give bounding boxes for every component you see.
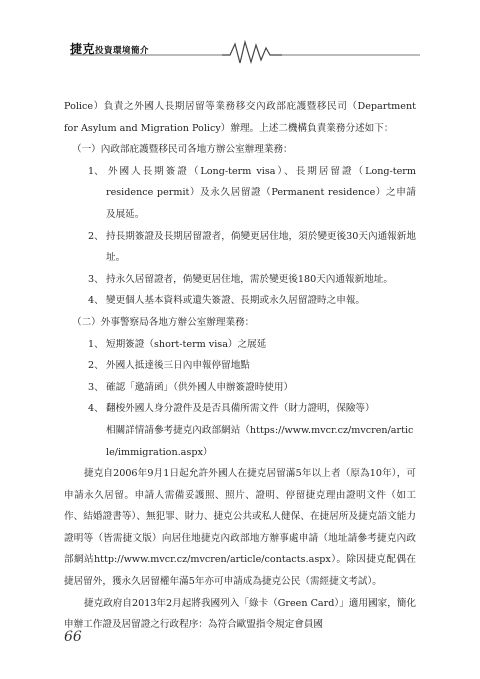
section-1-item-3 — [64, 269, 416, 291]
section-1-item-1 — [64, 161, 416, 226]
item-number: 2、 — [88, 230, 104, 242]
item-text: 變更個人基本資料或遺失簽證、長期或永久居留證時之申報。 — [106, 295, 366, 307]
section-2-heading: （二）外事警察局各地方辦公室辦理業務： — [72, 316, 255, 328]
section-2-item-1 — [64, 334, 416, 356]
page-body — [64, 96, 416, 636]
item-number: 3、 — [88, 273, 104, 285]
item-number: 2、 — [88, 360, 104, 372]
section-1-heading: （一）內政部庇護暨移民司各地方辦公室辦理業務： — [72, 144, 293, 156]
header-title — [70, 40, 149, 57]
section-2-item-3 — [64, 377, 416, 399]
running-header — [70, 36, 420, 66]
permanent-residence-paragraph: 捷克自2006年9月1日起允許外國人在捷克居留滿5年以上者（原為10年），可申請永久居留。申請人需備妥護照、照片、證明、停留捷克理由證明文件（如工作、結婚證書等）、無犯罪、財力、捷克公共或私人健保、在捷居所及捷克語文能力證明等（皆需捷文版）向居住地捷克內政部地方辦事處申請（地址請參考捷克內政部網站http://www.mvcr.cz/mvcren/article/contacts.aspx）。除因捷克配偶在捷居留外，獲永久居留權年滿5年亦可申請成為捷克公民（需經捷文考試）。 — [64, 468, 416, 588]
item-number: 4、 — [88, 403, 104, 415]
item-number: 3、 — [88, 381, 104, 393]
item-text: 持永久居留證者，倘變更居住地，需於變更後180天內通報新地址。 — [106, 273, 393, 285]
green-card-paragraph: 捷克政府自2013年2月起將我國列入「綠卡（Green Card）」適用國家，簡化申辦工作證及居留證之行政程序：為符合歐盟指令規定會員國 — [64, 597, 416, 631]
header-title-sub: 投資環境簡介 — [95, 46, 150, 56]
item-number: 1、 — [88, 165, 104, 177]
item-text: 短期簽證（short-term visa）之展延 — [106, 338, 267, 350]
section-1-item-4 — [64, 290, 416, 312]
item-text: 持長期簽證及長期居留證者，倘變更居住地，須於變更後30天內通報新地址。 — [106, 230, 416, 264]
section-2-reference: 相關詳情請參考捷克內政部網站（https://www.mvcr.cz/mvcren/article/immigration.aspx） — [106, 424, 414, 458]
item-number: 4、 — [88, 295, 104, 307]
intro-paragraph: Police）負責之外國人長期居留等業務移交內政部庇護暨移民司（Department for Asylum and Migration Policy）辦理。上述二機構負責業務分述如下： — [64, 101, 416, 134]
item-text: 翻梭外國人身分證件及是否具備所需文件（財力證明，保險等） — [106, 403, 375, 415]
item-number: 1、 — [88, 338, 104, 350]
section-2-item-4 — [64, 398, 416, 420]
item-text: 外國人抵達後三日內申報停留地點 — [106, 360, 250, 372]
header-title-main: 捷克 — [70, 42, 96, 56]
page-number: 66 — [64, 629, 82, 645]
section-1-item-2 — [64, 226, 416, 269]
item-text: 確認「邀請函」（供外國人申辦簽證時使用） — [106, 381, 294, 393]
section-2-item-2 — [64, 355, 416, 377]
item-text: 外國人長期簽證（Long-term visa）、長期居留證（Long-term residence permit）及永久居留證（Permanent residence）之申請及展延。 — [106, 165, 416, 220]
